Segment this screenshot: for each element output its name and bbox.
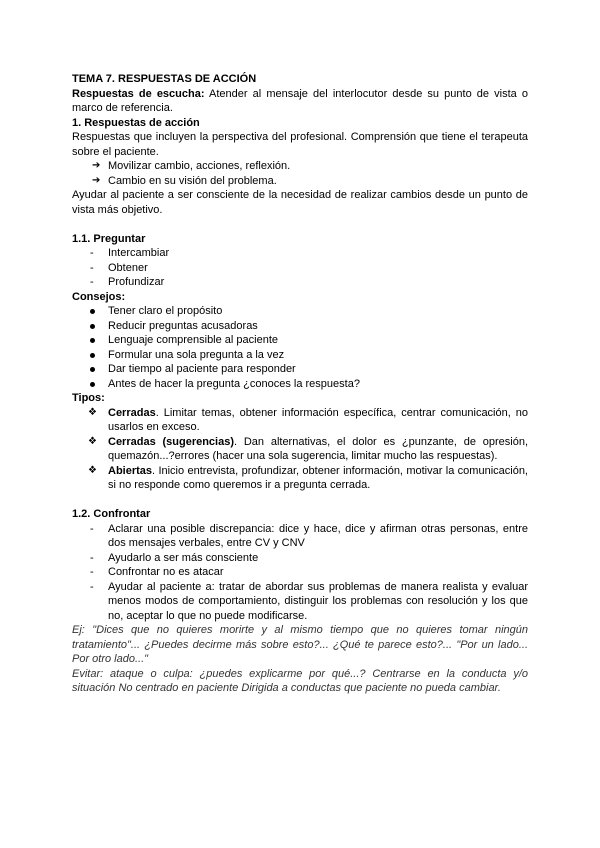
bullet-dot — [90, 382, 95, 387]
diamond-bullet-icon: ❖ — [88, 406, 97, 418]
list-item — [72, 565, 528, 580]
preguntar-list — [72, 246, 528, 290]
tipo-text: . Limitar temas, obtener información específica, centrar comunicación, no usarlos en exceso. — [108, 406, 528, 433]
list-item — [72, 580, 528, 624]
list-item-text: Obtener — [108, 261, 148, 274]
consejos-list — [72, 304, 528, 391]
section-1-1-heading: 1.1. Preguntar — [72, 232, 146, 245]
consejos-label: Consejos: — [72, 290, 126, 303]
list-item — [72, 333, 528, 348]
list-item-text: Ayudar al paciente a: tratar de abordar sus problemas de manera realista y evaluar menos modos de comportamiento, distinguir los problemas con resolución y los que no, aceptar lo que no puede modificarse. — [108, 580, 528, 622]
bullet-dot — [90, 353, 95, 358]
list-item — [72, 319, 528, 334]
arrow-item — [72, 174, 528, 189]
dash-bullet: - — [90, 276, 94, 288]
dash-bullet: - — [90, 247, 94, 259]
list-item — [72, 435, 528, 464]
list-item — [72, 348, 528, 363]
dash-bullet: - — [90, 566, 94, 578]
list-item — [72, 522, 528, 551]
ejemplo-paragraph: Ej: "Dices que no quieres morirte y al mismo tiempo que no quieres tomar ningún tratamiento"... ¿Puedes decirme más sobre esto?... ¿Qué te parece esto?... "Por un lado... Por otro lado..." — [72, 624, 528, 665]
section-1-heading: 1. Respuestas de acción — [72, 116, 200, 129]
tipo-name: Cerradas — [108, 406, 156, 419]
document-page — [72, 72, 528, 696]
list-item — [72, 377, 528, 392]
list-item-text: Confrontar no es atacar — [108, 566, 224, 578]
dash-bullet: - — [90, 522, 94, 535]
arrow-item-text: Cambio en su visión del problema. — [108, 174, 277, 187]
list-item — [72, 304, 528, 319]
dash-bullet: - — [90, 580, 94, 593]
list-item-text: Ayudarlo a ser más consciente — [108, 551, 259, 564]
list-item-text: Antes de hacer la pregunta ¿conoces la respuesta? — [108, 377, 360, 390]
arrow-item-text: Movilizar cambio, acciones, reflexión. — [108, 160, 291, 172]
list-item — [72, 275, 528, 290]
confrontar-list — [72, 522, 528, 624]
list-item-text: Reducir preguntas acusadoras — [108, 319, 258, 332]
tipo-text: . Dan alternativas, el dolor es ¿punzante, de opresión, quemazón...?errores (hacer una sola sugerencia, limitar mucho las respuestas). — [108, 435, 529, 462]
section-1-intro: Respuestas que incluyen la perspectiva del profesional. Comprensión que tiene el terapeuta sobre el paciente. — [72, 131, 528, 158]
tipo-text: . Inicio entrevista, profundizar, obtener información, motivar la comunicación, si no responde como queremos ir a pregunta cerrada. — [108, 464, 528, 491]
tipo-name: Cerradas (sugerencias) — [108, 435, 235, 448]
escucha-paragraph — [72, 87, 528, 116]
document-title: TEMA 7. RESPUESTAS DE ACCIÓN — [72, 73, 257, 85]
arrow-right-icon: ➔ — [92, 160, 101, 171]
escucha-text: Atender al mensaje del interlocutor desde su punto de vista o marco de referencia. — [72, 87, 529, 114]
diamond-bullet-icon: ❖ — [88, 435, 97, 447]
bullet-dot — [90, 367, 95, 372]
evitar-paragraph: Evitar: ataque o culpa: ¿puedes explicarme por qué...? Centrarse en la conducta y/o situación No centrado en paciente Dirigida a conductas que paciente no pueda cambiar. — [72, 667, 528, 694]
arrow-item — [72, 159, 528, 174]
tipos-list — [72, 406, 528, 493]
list-item-text: Formular una sola pregunta a la vez — [108, 348, 285, 361]
list-item — [72, 464, 528, 493]
bullet-dot — [90, 309, 95, 314]
list-item — [72, 551, 528, 566]
list-item-text: Lenguaje comprensible al paciente — [108, 334, 279, 346]
list-item — [72, 261, 528, 276]
section-1-2-heading: 1.2. Confrontar — [72, 508, 151, 520]
dash-bullet: - — [90, 261, 94, 274]
list-item — [72, 362, 528, 377]
section-1-outro: Ayudar al paciente a ser consciente de la necesidad de realizar cambios desde un punto de vista más objetivo. — [72, 189, 528, 216]
list-item-text: Profundizar — [108, 276, 165, 288]
list-item — [72, 246, 528, 261]
list-item — [72, 406, 528, 435]
dash-bullet: - — [90, 551, 94, 564]
list-item-text: Aclarar una posible discrepancia: dice y hace, dice y afirman otras personas, entre dos mensajes verbales, entre CV y CNV — [108, 522, 528, 549]
list-item-text: Intercambiar — [108, 247, 170, 259]
bullet-dot — [90, 338, 95, 343]
diamond-bullet-icon: ❖ — [88, 464, 97, 476]
section-1-arrow-list — [72, 159, 528, 188]
arrow-right-icon: ➔ — [92, 174, 101, 186]
bullet-dot — [90, 324, 95, 329]
escucha-label: Respuestas de escucha: — [72, 87, 205, 100]
list-item-text: Dar tiempo al paciente para responder — [108, 363, 296, 375]
list-item-text: Tener claro el propósito — [108, 305, 223, 317]
tipos-label: Tipos: — [72, 392, 105, 404]
tipo-name: Abiertas — [108, 464, 153, 477]
